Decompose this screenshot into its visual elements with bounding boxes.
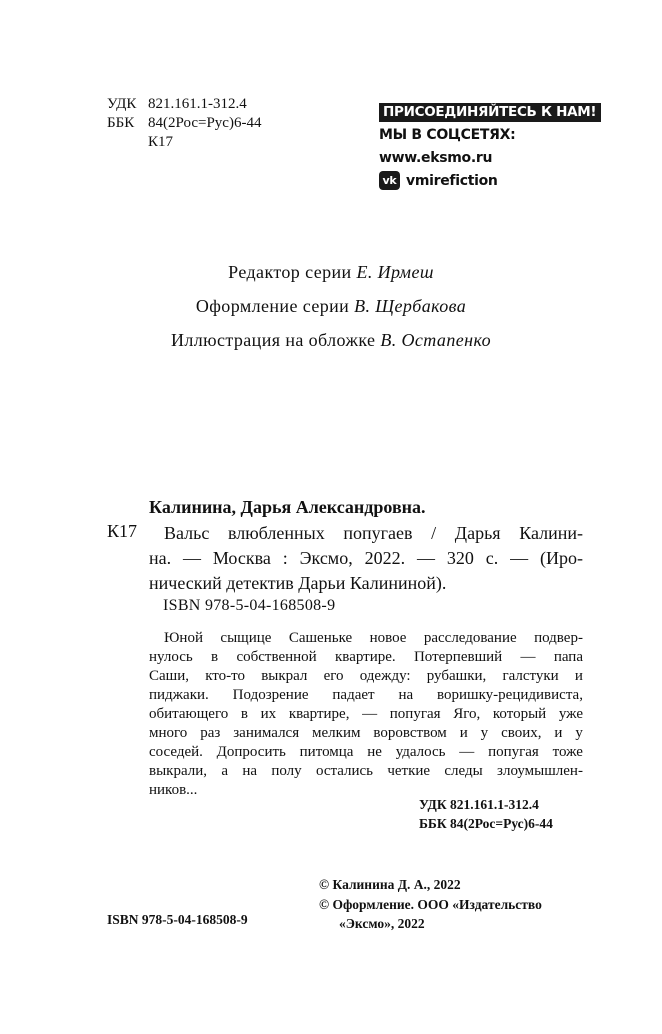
description-line: Вальс влюбленных попугаев / Дарья Калини- <box>164 523 583 543</box>
credit-role: Иллюстрация на обложке <box>171 330 376 350</box>
copyright-block <box>319 875 542 934</box>
annotation-line: нулось в собственной квартире. Потерпевший — папа <box>149 649 583 665</box>
udk-value: 821.161.1-312.4 <box>148 96 247 112</box>
credit-name: В. Остапенко <box>380 330 491 350</box>
credit-series-editor <box>0 262 662 283</box>
credit-role: Оформление серии <box>195 296 350 316</box>
classification-block <box>107 95 261 152</box>
bbk-label: ББК <box>107 115 135 131</box>
record-code: К17 <box>107 521 138 541</box>
footer-udk: УДК 821.161.1-312.4 <box>419 797 539 812</box>
bottom-isbn: ISBN 978-5-04-168508-9 <box>107 912 248 927</box>
annotation-line: Юной сыщице Сашеньке новое расследование подвер- <box>164 630 583 646</box>
description-line: нический детектив Дарьи Калининой). <box>149 573 447 593</box>
annotation-line: соседей. Допросить питомца не удалось — попугая тоже <box>149 744 583 760</box>
credit-cover-illustration <box>0 330 662 351</box>
credit-series-design <box>0 296 662 317</box>
author-mark: К17 <box>148 134 174 150</box>
join-banner: ПРИСОЕДИНЯЙТЕСЬ К НАМ! <box>379 103 601 122</box>
annotation-line: много раз занимался мелким воровством и у своих, и у <box>149 725 583 741</box>
annotation-line: ников... <box>149 782 198 798</box>
description-line: на. — Москва : Эксмо, 2022. — 320 с. — (Иро- <box>149 548 583 568</box>
annotation-line: пиджаки. Подозрение падает на воришку-рецидивиста, <box>149 687 583 703</box>
record-isbn: ISBN 978-5-04-168508-9 <box>163 597 336 614</box>
annotation-line: выкрали, а на полу остались четкие следы злоумышлен- <box>149 763 583 779</box>
credit-role: Редактор серии <box>228 262 352 282</box>
udk-label: УДК <box>107 96 137 112</box>
copyright-design: © Оформление. ООО «Издательство <box>319 896 542 912</box>
copyright-author: © Калинина Д. А., 2022 <box>319 877 461 892</box>
annotation-line: обитающего в их квартире, — попугая Яго, который уже <box>149 706 583 722</box>
vk-icon: vk <box>379 171 400 190</box>
copyright-publisher: «Эксмо», 2022 <box>339 916 425 931</box>
author-heading: Калинина, Дарья Александровна. <box>149 497 426 517</box>
site-link[interactable]: www.eksmo.ru <box>379 150 493 166</box>
bbk-value: 84(2Рос=Рус)6-44 <box>148 115 262 131</box>
credit-name: В. Щербакова <box>354 296 467 316</box>
record-description <box>149 521 583 596</box>
vk-handle[interactable]: vmirefiction <box>406 172 498 189</box>
social-block <box>379 103 601 190</box>
annotation <box>149 629 583 800</box>
footer-bbk: ББК 84(2Рос=Рус)6-44 <box>419 816 553 831</box>
credit-name: Е. Ирмеш <box>356 262 434 282</box>
annotation-line: Саши, кто-то выкрал его одежду: рубашки, галстуки и <box>149 668 583 684</box>
footer-codes <box>419 795 553 833</box>
social-subtitle: МЫ В СОЦСЕТЯХ: <box>379 127 516 143</box>
